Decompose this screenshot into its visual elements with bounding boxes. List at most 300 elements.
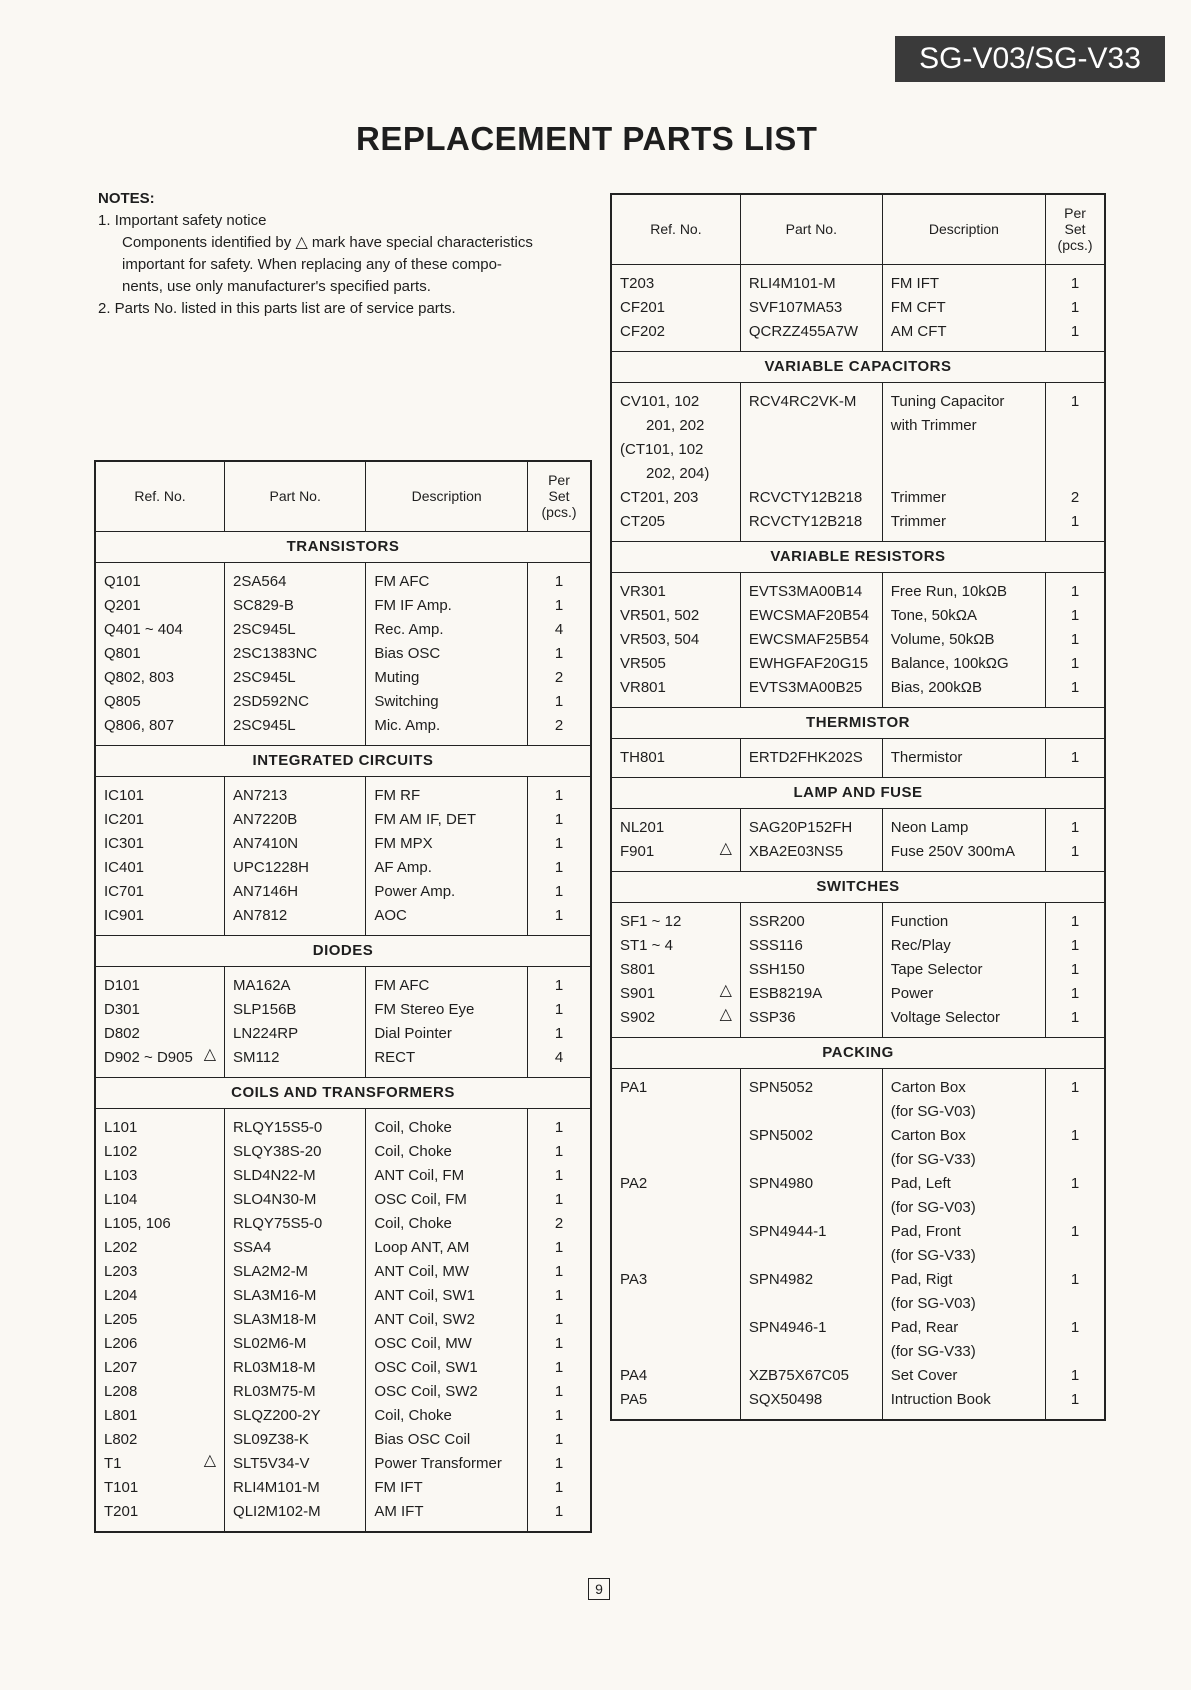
table-row: [611, 604, 1105, 628]
table-row: [95, 904, 591, 936]
cell-qty: 1: [1046, 958, 1105, 982]
cell-ref: [611, 1316, 740, 1340]
cell-ref: [611, 1268, 740, 1292]
cell-part: RCVCTY12B218: [740, 486, 882, 510]
cell-qty: 4: [528, 618, 592, 642]
ref-text: L204: [104, 1286, 138, 1304]
ref-text: CF201: [620, 298, 666, 316]
cell-ref: [611, 604, 740, 628]
ref-text: T1: [104, 1454, 122, 1472]
cell-ref: [95, 1476, 225, 1500]
ref-text: L206: [104, 1334, 138, 1352]
note-1-line1b: mark have special characteristics: [307, 234, 533, 251]
col-header-part: Part No.: [225, 461, 366, 531]
ref-text: ST1 ~ 4: [620, 936, 673, 954]
section-header-row: [611, 541, 1105, 572]
cell-desc: Rec/Play: [882, 934, 1045, 958]
cell-part: SPN4944-1: [740, 1220, 882, 1244]
cell-desc: Coil, Choke: [366, 1140, 528, 1164]
table-row: [611, 296, 1105, 320]
ref-text: IC101: [104, 786, 145, 804]
cell-part: RLQY15S5-0: [225, 1108, 366, 1140]
cell-desc: Volume, 50kΩB: [882, 628, 1045, 652]
ref-text: IC201: [104, 810, 145, 828]
cell-desc: ANT Coil, MW: [366, 1260, 528, 1284]
ref-text: S901: [620, 984, 656, 1002]
table-row: [611, 414, 1105, 438]
cell-ref: [611, 1340, 740, 1364]
cell-desc: (for SG-V33): [882, 1148, 1045, 1172]
parts-table-left: [94, 460, 592, 1533]
cell-desc: RECT: [366, 1046, 528, 1078]
table-row: [95, 1260, 591, 1284]
ref-text: L102: [104, 1142, 138, 1160]
note-1-line1: [98, 232, 598, 254]
ref-text: Q201: [104, 596, 141, 614]
cell-qty: 1: [1046, 808, 1105, 840]
cell-ref: [611, 1006, 740, 1038]
cell-part: RLI4M101-M: [740, 264, 882, 296]
table-row: [95, 776, 591, 808]
ref-text: CT205: [620, 512, 666, 530]
cell-part: ERTD2FHK202S: [740, 738, 882, 777]
table-row: [611, 1364, 1105, 1388]
table-row: [95, 1500, 591, 1532]
cell-part: SPN5002: [740, 1124, 882, 1148]
ref-text: 201, 202: [646, 416, 705, 434]
cell-part: SPN4982: [740, 1268, 882, 1292]
cell-qty: [1046, 462, 1105, 486]
ref-text: IC401: [104, 858, 145, 876]
header-per: Per: [548, 472, 570, 489]
ref-text: Q806, 807: [104, 716, 175, 734]
ref-text: PA5: [620, 1390, 648, 1408]
section-header-row: [611, 707, 1105, 738]
cell-ref: [611, 934, 740, 958]
cell-part: SLQZ200-2Y: [225, 1404, 366, 1428]
cell-qty: 1: [528, 642, 592, 666]
cell-qty: 1: [528, 1164, 592, 1188]
cell-desc: Muting: [366, 666, 528, 690]
cell-ref: [611, 1100, 740, 1124]
ref-text: L205: [104, 1310, 138, 1328]
cell-desc: Free Run, 10kΩB: [882, 572, 1045, 604]
ref-text: 202, 204): [646, 464, 710, 482]
cell-ref: [611, 652, 740, 676]
table-row: [95, 808, 591, 832]
cell-ref: [95, 690, 225, 714]
header-pcs: (pcs.): [541, 504, 577, 521]
cell-qty: 1: [528, 1356, 592, 1380]
cell-desc: (for SG-V03): [882, 1100, 1045, 1124]
cell-part: 2SC945L: [225, 714, 366, 746]
cell-desc: (for SG-V03): [882, 1292, 1045, 1316]
section-title: INTEGRATED CIRCUITS: [95, 745, 591, 776]
ref-text: Q101: [104, 572, 141, 590]
cell-part: SSR200: [740, 902, 882, 934]
ref-text: D902 ~ D905: [104, 1048, 193, 1066]
ref-text: IC301: [104, 834, 145, 852]
cell-ref: [95, 1260, 225, 1284]
cell-ref: [95, 1108, 225, 1140]
table-row: [95, 690, 591, 714]
cell-ref: [95, 1236, 225, 1260]
cell-ref: [95, 1284, 225, 1308]
cell-ref: [95, 808, 225, 832]
ref-text: T201: [104, 1502, 139, 1520]
cell-desc: FM IF Amp.: [366, 594, 528, 618]
col-header-ref: Ref. No.: [95, 461, 225, 531]
cell-ref: [611, 1196, 740, 1220]
table-row: [95, 594, 591, 618]
cell-qty: 1: [528, 966, 592, 998]
cell-qty: 2: [528, 1212, 592, 1236]
cell-desc: FM MPX: [366, 832, 528, 856]
cell-qty: 1: [528, 1022, 592, 1046]
cell-part: QLI2M102-M: [225, 1500, 366, 1532]
section-title: PACKING: [611, 1037, 1105, 1068]
ref-text: L802: [104, 1430, 138, 1448]
ref-text: S902: [620, 1008, 656, 1026]
cell-ref: [611, 1364, 740, 1388]
table-row: [611, 1006, 1105, 1038]
cell-desc: Balance, 100kΩG: [882, 652, 1045, 676]
cell-qty: [1046, 1340, 1105, 1364]
ref-text: L202: [104, 1238, 138, 1256]
table-row: [95, 998, 591, 1022]
cell-desc: with Trimmer: [882, 414, 1045, 438]
cell-ref: [95, 1022, 225, 1046]
ref-text: VR301: [620, 582, 666, 600]
cell-ref: [611, 958, 740, 982]
cell-qty: 1: [1046, 1068, 1105, 1100]
ref-text: NL201: [620, 818, 665, 836]
cell-qty: 1: [1046, 572, 1105, 604]
cell-desc: Coil, Choke: [366, 1108, 528, 1140]
cell-desc: Loop ANT, AM: [366, 1236, 528, 1260]
ref-text: L103: [104, 1166, 138, 1184]
cell-desc: Trimmer: [882, 510, 1045, 542]
cell-part: SLD4N22-M: [225, 1164, 366, 1188]
cell-qty: 1: [528, 1476, 592, 1500]
section-header-row: [611, 351, 1105, 382]
section-header-row: [611, 871, 1105, 902]
cell-qty: 1: [1046, 1364, 1105, 1388]
cell-desc: FM Stereo Eye: [366, 998, 528, 1022]
cell-desc: Thermistor: [882, 738, 1045, 777]
table-row: [611, 1268, 1105, 1292]
cell-qty: 1: [1046, 1220, 1105, 1244]
cell-part: 2SC945L: [225, 666, 366, 690]
cell-desc: Set Cover: [882, 1364, 1045, 1388]
cell-qty: 1: [528, 594, 592, 618]
cell-part: AN7220B: [225, 808, 366, 832]
table-row: [95, 1140, 591, 1164]
cell-part: SM112: [225, 1046, 366, 1078]
table-row: [95, 1332, 591, 1356]
cell-ref: [95, 1188, 225, 1212]
cell-desc: AM CFT: [882, 320, 1045, 352]
cell-part: [740, 1244, 882, 1268]
col-header-desc: Description: [366, 461, 528, 531]
cell-desc: Fuse 250V 300mA: [882, 840, 1045, 872]
cell-qty: 1: [1046, 738, 1105, 777]
cell-ref: [611, 1148, 740, 1172]
col-header-per-set: [1046, 194, 1105, 264]
cell-part: EWCSMAF25B54: [740, 628, 882, 652]
ref-text: L104: [104, 1190, 138, 1208]
cell-part: RLI4M101-M: [225, 1476, 366, 1500]
ref-text: PA1: [620, 1078, 648, 1096]
cell-part: SLQY38S-20: [225, 1140, 366, 1164]
cell-qty: [1046, 1100, 1105, 1124]
cell-ref: [95, 998, 225, 1022]
table-row: [611, 676, 1105, 708]
table-row: [611, 264, 1105, 296]
cell-part: SLA3M18-M: [225, 1308, 366, 1332]
cell-qty: 1: [1046, 264, 1105, 296]
page-title: REPLACEMENT PARTS LIST: [356, 120, 818, 157]
cell-part: SAG20P152FH: [740, 808, 882, 840]
cell-ref: [95, 1164, 225, 1188]
cell-desc: [882, 462, 1045, 486]
ref-text: L208: [104, 1382, 138, 1400]
cell-ref: [611, 572, 740, 604]
table-row: [95, 856, 591, 880]
cell-ref: [611, 628, 740, 652]
table-row: [611, 958, 1105, 982]
table-row: [611, 982, 1105, 1006]
ref-text: L207: [104, 1358, 138, 1376]
cell-ref: [611, 1172, 740, 1196]
cell-part: RL03M75-M: [225, 1380, 366, 1404]
cell-part: SPN4946-1: [740, 1316, 882, 1340]
cell-part: UPC1228H: [225, 856, 366, 880]
table-row: [611, 320, 1105, 352]
cell-ref: [611, 1244, 740, 1268]
cell-ref: [95, 1404, 225, 1428]
ref-text: TH801: [620, 748, 666, 766]
cell-desc: ANT Coil, SW2: [366, 1308, 528, 1332]
section-title: LAMP AND FUSE: [611, 777, 1105, 808]
table-row: [611, 1124, 1105, 1148]
cell-qty: 1: [528, 1404, 592, 1428]
cell-desc: FM IFT: [882, 264, 1045, 296]
ref-text: PA3: [620, 1270, 648, 1288]
cell-ref: [611, 510, 740, 542]
note-1-title-text: Important safety notice: [114, 212, 267, 229]
section-header-row: [95, 1077, 591, 1108]
cell-part: 2SA564: [225, 562, 366, 594]
cell-desc: FM CFT: [882, 296, 1045, 320]
note-1-line1a: Components identified by: [122, 234, 296, 251]
cell-ref: [95, 1452, 225, 1476]
cell-ref: [611, 438, 740, 462]
ref-text: VR505: [620, 654, 666, 672]
ref-text: L101: [104, 1118, 138, 1136]
ref-text: D301: [104, 1000, 140, 1018]
cell-qty: 1: [528, 832, 592, 856]
cell-ref: [95, 880, 225, 904]
cell-qty: 1: [528, 562, 592, 594]
cell-qty: [1046, 1196, 1105, 1220]
cell-desc: Pad, Front: [882, 1220, 1045, 1244]
ref-text: Q805: [104, 692, 141, 710]
cell-desc: Dial Pointer: [366, 1022, 528, 1046]
table-row: [95, 1164, 591, 1188]
ref-text: VR503, 504: [620, 630, 700, 648]
col-header-part: Part No.: [740, 194, 882, 264]
cell-ref: [95, 1308, 225, 1332]
section-title: VARIABLE CAPACITORS: [611, 351, 1105, 382]
table-row: [611, 462, 1105, 486]
cell-part: SPN5052: [740, 1068, 882, 1100]
warning-triangle-icon: △: [203, 1451, 217, 1469]
cell-ref: [95, 856, 225, 880]
cell-desc: Rec. Amp.: [366, 618, 528, 642]
cell-qty: 1: [1046, 1172, 1105, 1196]
ref-text: D802: [104, 1024, 140, 1042]
cell-part: QCRZZ455A7W: [740, 320, 882, 352]
table-row: [611, 1244, 1105, 1268]
cell-qty: 1: [1046, 628, 1105, 652]
cell-part: RCV4RC2VK-M: [740, 382, 882, 414]
table-row: [611, 1148, 1105, 1172]
cell-desc: ANT Coil, FM: [366, 1164, 528, 1188]
table-row: [611, 1196, 1105, 1220]
cell-qty: 1: [528, 1236, 592, 1260]
cell-desc: Bias, 200kΩB: [882, 676, 1045, 708]
cell-part: SLA2M2-M: [225, 1260, 366, 1284]
header-per: Per: [1064, 205, 1086, 222]
table-row: [611, 1220, 1105, 1244]
cell-ref: [95, 832, 225, 856]
cell-desc: (for SG-V33): [882, 1244, 1045, 1268]
cell-qty: 1: [528, 904, 592, 936]
cell-qty: 4: [528, 1046, 592, 1078]
warning-triangle-icon: △: [719, 981, 732, 999]
note-1-line3: nents, use only manufacturer's specified parts.: [122, 278, 431, 295]
table-row: [95, 618, 591, 642]
cell-part: [740, 462, 882, 486]
cell-qty: [1046, 1244, 1105, 1268]
cell-part: SLO4N30-M: [225, 1188, 366, 1212]
cell-part: AN7213: [225, 776, 366, 808]
col-header-ref: Ref. No.: [611, 194, 740, 264]
table-row: [95, 832, 591, 856]
cell-desc: AF Amp.: [366, 856, 528, 880]
header-pcs: (pcs.): [1057, 237, 1093, 254]
cell-desc: Voltage Selector: [882, 1006, 1045, 1038]
cell-qty: 1: [528, 1284, 592, 1308]
table-row: [611, 438, 1105, 462]
cell-qty: 1: [1046, 676, 1105, 708]
cell-part: SSP36: [740, 1006, 882, 1038]
cell-ref: [611, 1068, 740, 1100]
table-row: [611, 572, 1105, 604]
ref-text: VR801: [620, 678, 666, 696]
cell-qty: 1: [528, 1188, 592, 1212]
section-title: VARIABLE RESISTORS: [611, 541, 1105, 572]
table-row: [611, 628, 1105, 652]
cell-qty: 1: [1046, 652, 1105, 676]
cell-part: SSS116: [740, 934, 882, 958]
section-title: DIODES: [95, 935, 591, 966]
table-row: [611, 808, 1105, 840]
cell-part: SLP156B: [225, 998, 366, 1022]
ref-text: S801: [620, 960, 656, 978]
cell-desc: Bias OSC: [366, 642, 528, 666]
ref-text: L203: [104, 1262, 138, 1280]
cell-part: EVTS3MA00B25: [740, 676, 882, 708]
header-set: Set: [548, 488, 570, 505]
cell-part: XZB75X67C05: [740, 1364, 882, 1388]
ref-text: Q801: [104, 644, 141, 662]
cell-ref: [95, 904, 225, 936]
cell-part: SQX50498: [740, 1388, 882, 1420]
cell-desc: ANT Coil, SW1: [366, 1284, 528, 1308]
cell-ref: [95, 642, 225, 666]
cell-ref: [95, 1212, 225, 1236]
cell-qty: 1: [528, 1380, 592, 1404]
table-row: [95, 1476, 591, 1500]
table-row: [95, 1046, 591, 1078]
cell-qty: 1: [1046, 382, 1105, 414]
table-row: [95, 1022, 591, 1046]
table-row: [611, 1172, 1105, 1196]
ref-text: Q401 ~ 404: [104, 620, 183, 638]
cell-part: RCVCTY12B218: [740, 510, 882, 542]
cell-desc: Tone, 50kΩA: [882, 604, 1045, 628]
col-header-per-set: [528, 461, 592, 531]
cell-part: AN7146H: [225, 880, 366, 904]
table-row: [611, 934, 1105, 958]
cell-ref: [95, 666, 225, 690]
cell-qty: 1: [1046, 604, 1105, 628]
section-title: SWITCHES: [611, 871, 1105, 902]
cell-qty: 1: [1046, 934, 1105, 958]
cell-part: [740, 1340, 882, 1364]
cell-qty: 1: [528, 1452, 592, 1476]
table-row: [95, 1380, 591, 1404]
table-row: [95, 562, 591, 594]
cell-part: AN7812: [225, 904, 366, 936]
cell-desc: Neon Lamp: [882, 808, 1045, 840]
table-row: [95, 714, 591, 746]
ref-text: CT201, 203: [620, 488, 699, 506]
section-header-row: [611, 1037, 1105, 1068]
table-row: [95, 1404, 591, 1428]
ref-text: L801: [104, 1406, 138, 1424]
table-row: [95, 1428, 591, 1452]
cell-ref: [611, 296, 740, 320]
cell-part: ESB8219A: [740, 982, 882, 1006]
cell-part: RL03M18-M: [225, 1356, 366, 1380]
parts-table-right: [610, 193, 1106, 1421]
section-title: THERMISTOR: [611, 707, 1105, 738]
cell-ref: [611, 982, 740, 1006]
cell-ref: [95, 1140, 225, 1164]
section-header-row: [95, 531, 591, 562]
cell-part: 2SD592NC: [225, 690, 366, 714]
table-row: [611, 1340, 1105, 1364]
cell-qty: 2: [1046, 486, 1105, 510]
cell-qty: [1046, 1148, 1105, 1172]
cell-desc: OSC Coil, FM: [366, 1188, 528, 1212]
cell-part: [740, 1100, 882, 1124]
cell-qty: 2: [528, 714, 592, 746]
cell-qty: 1: [528, 1260, 592, 1284]
